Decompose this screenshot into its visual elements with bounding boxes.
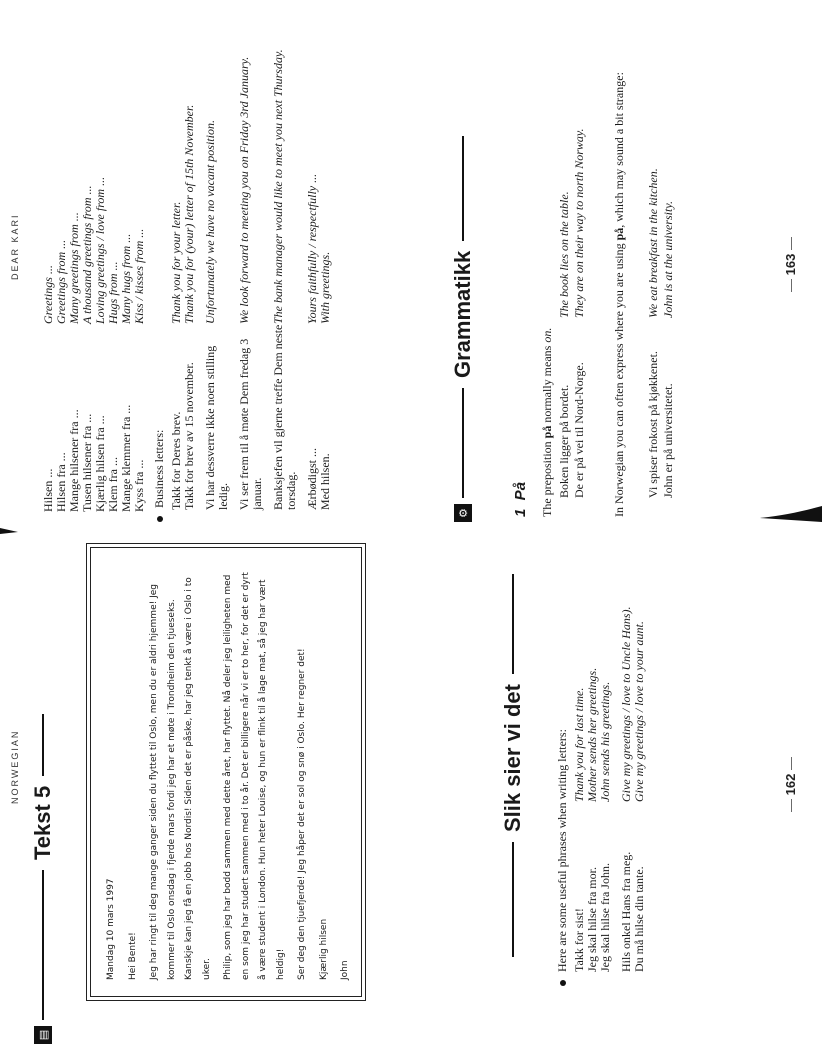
greeting-no: Tusen hilsener fra ... — [80, 413, 94, 512]
business-no: Banksjefen vil gjerne treffe Dem neste torsdag. — [271, 324, 298, 510]
greeting-en: Kiss / kisses from ... — [132, 228, 146, 324]
location-paragraph — [612, 12, 626, 517]
phrase-en: John sends his greetings. — [598, 681, 612, 802]
greetings-table — [42, 32, 146, 512]
heading-rule — [42, 714, 44, 776]
business-row — [196, 30, 230, 510]
greeting-no: Kyss fra ... — [132, 459, 146, 512]
greeting-no: Kjærlig hilsen fra ... — [93, 415, 107, 512]
phrase-en: Give my greetings / love to Uncle Hans). — [619, 606, 633, 802]
example-row — [558, 22, 571, 498]
business-no: Takk for Deres brev. — [169, 411, 183, 510]
phrase-no: Du må hilse din tante. — [632, 866, 646, 972]
greeting-en: A thousand greetings from ... — [80, 185, 94, 324]
business-label: Business letters: — [152, 429, 166, 508]
letter-paragraph: Jeg har ringt til deg mange ganger siden du flyttet til Oslo, men du er aldri hjemme! Jeg kommer til Oslo onsdag i fjerde mars fordi jeg har et møte i Trondheim den tjueseks. Kanskje kan jeg få en jobb hos Nordis! Siden det er påske, har jeg tenkt å være i Oslo i to uker. — [149, 577, 212, 980]
heading-rule — [462, 388, 464, 498]
letter-paragraph: Ser deg den tjuefjerde! Jeg håper det er sol og snø i Oslo. Her regner det! — [297, 648, 307, 980]
example-en: They are on their way to north Norway. — [572, 128, 586, 318]
section-heading: Slik sier vi det — [500, 684, 525, 832]
business-no: Ærbødigst ... — [305, 447, 319, 510]
phrase-row — [633, 532, 646, 972]
prep-meaning: on. — [540, 327, 554, 343]
example-en: The book lies on the table. — [557, 191, 571, 318]
heading-rule — [462, 136, 464, 241]
examples-table-2 — [645, 20, 677, 500]
greeting-row — [133, 32, 146, 512]
example-row — [573, 22, 586, 498]
greeting-en: Hugs from ... — [106, 261, 120, 324]
preposition-paragraph — [540, 17, 554, 517]
phrase-no: Takk for sist! — [572, 908, 586, 972]
business-row — [230, 30, 264, 510]
page-number: — 163 — — [783, 237, 798, 292]
business-en: Thank you for (your) letter of 15th November. — [182, 104, 196, 324]
business-en: Thank you for your letter. — [169, 201, 183, 324]
business-table — [170, 30, 332, 510]
business-en: Unfortunately we have no vacant position. — [203, 120, 217, 324]
phrase-no: Hils onkel Hans fra meg. — [619, 851, 633, 972]
example-row — [647, 22, 660, 498]
greeting-no: Mange klemmer fra ... — [119, 404, 133, 512]
prep-text: The preposition — [540, 438, 554, 517]
greeting-en: Greetings ... — [41, 265, 55, 324]
business-en: The bank manager would like to meet you next Thursday. — [271, 49, 285, 324]
greeting-en: Many hugs from ... — [119, 233, 133, 324]
slik-heading-row — [500, 547, 526, 957]
book-icon: ▤ — [34, 1026, 52, 1044]
business-en: With greetings. — [318, 251, 332, 324]
phrase-no: Jeg skal hilse fra John. — [598, 863, 612, 972]
greeting-no: Klem fra ... — [106, 457, 120, 512]
greeting-no: Hilsen ... — [41, 468, 55, 512]
spine-mark-bottom — [760, 506, 822, 522]
para-text: , which may sound a bit strange: — [612, 72, 626, 228]
business-en: We look forward to meeting you on Friday 3rd January. — [237, 56, 251, 324]
tekst-heading-row — [30, 644, 56, 1044]
letter-paragraph: Philip, som jeg har bodd sammen med dette året, har flyttet. Nå deler jeg leiligheten med en som jeg har studert sammen med i to år. Det er billigere når vi er to her, for det er dyrt å være student i London. Hun heter Louise, og hun er flink til å lage mat, så jeg har vært heldig! — [223, 572, 286, 980]
running-head: DEAR KARI — [10, 213, 20, 280]
business-no: Vi har dessverre ikke noen stilling ledig. — [203, 345, 230, 510]
examples-table-1 — [556, 20, 588, 500]
example-row — [662, 22, 675, 498]
grammar-heading: Grammatikk — [450, 250, 475, 378]
letter-date: Mandag 10 mars 1997 — [106, 878, 116, 980]
greeting-no: Mange hilsener fra ... — [67, 409, 81, 512]
letter-signature: John — [340, 960, 350, 980]
right-page — [0, 0, 822, 522]
heading-rule — [42, 870, 44, 1020]
heading-rule — [512, 574, 514, 674]
bullet-icon — [560, 980, 566, 986]
business-row — [319, 30, 332, 510]
business-no: Med hilsen. — [318, 453, 332, 510]
business-row — [183, 30, 196, 510]
phrase-no: Jeg skal hilse fra mor. — [585, 867, 599, 972]
business-no: Takk for brev av 15 november. — [182, 362, 196, 510]
example-no: Vi spiser frokost på kjøkkenet. — [646, 351, 660, 498]
example-en: We eat breakfast in the kitchen. — [646, 168, 660, 318]
spine-shadow — [0, 492, 822, 552]
heading-rule — [512, 842, 514, 957]
example-no: John er på universitetet. — [661, 383, 675, 498]
business-row — [264, 30, 298, 510]
handwritten-letter — [90, 547, 362, 997]
business-no: Vi ser frem til å møte Dem fredag 3 januar. — [237, 338, 264, 510]
phrase-en: Give my greetings / love to your aunt. — [632, 621, 646, 802]
para-text: In Norwegian you can often express where you are using — [612, 240, 626, 517]
phrase-row — [599, 532, 612, 972]
intro-text: Here are some useful phrases when writing letters: — [555, 729, 569, 972]
page-number-value: 163 — [783, 253, 798, 276]
letter-closing: Kjærlig hilsen — [318, 918, 329, 980]
spine-mark-top — [0, 528, 18, 534]
tekst-heading: Tekst 5 — [30, 785, 55, 860]
phrase-en: Thank you for last time. — [572, 687, 586, 802]
running-head: NORWEGIAN — [10, 729, 20, 804]
business-en: Yours faithfully / respectfully ... — [305, 173, 319, 324]
example-no: De er på vei til Nord-Norge. — [572, 362, 586, 498]
page-number: — 162 — — [783, 757, 798, 812]
page-number-value: 162 — [783, 773, 798, 796]
greeting-en: Loving greetings / love from ... — [93, 176, 107, 324]
phrase-table — [573, 532, 646, 972]
prep-word: på — [540, 425, 554, 439]
left-page — [0, 522, 822, 1052]
prep-text: normally means — [540, 342, 554, 426]
greeting-en: Many greetings from ... — [67, 212, 81, 324]
example-en: John is at the university. — [661, 201, 675, 318]
letter-greeting: Hei Bente! — [127, 932, 138, 980]
intro-line — [555, 729, 570, 986]
greeting-en: Greetings from ... — [54, 239, 68, 324]
grammar-icon: ⚙ — [454, 504, 472, 522]
greeting-no: Hilsen fra ... — [54, 452, 68, 512]
phrase-row — [612, 532, 633, 972]
para-word: på — [612, 227, 626, 241]
grammar-heading-row — [450, 22, 476, 522]
phrase-en: Mother sends her greetings. — [585, 667, 599, 802]
example-no: Boken ligger på bordet. — [557, 384, 571, 498]
sub-heading-word: På — [512, 481, 529, 501]
business-row — [298, 30, 319, 510]
sub-heading-num: 1 — [512, 508, 529, 517]
